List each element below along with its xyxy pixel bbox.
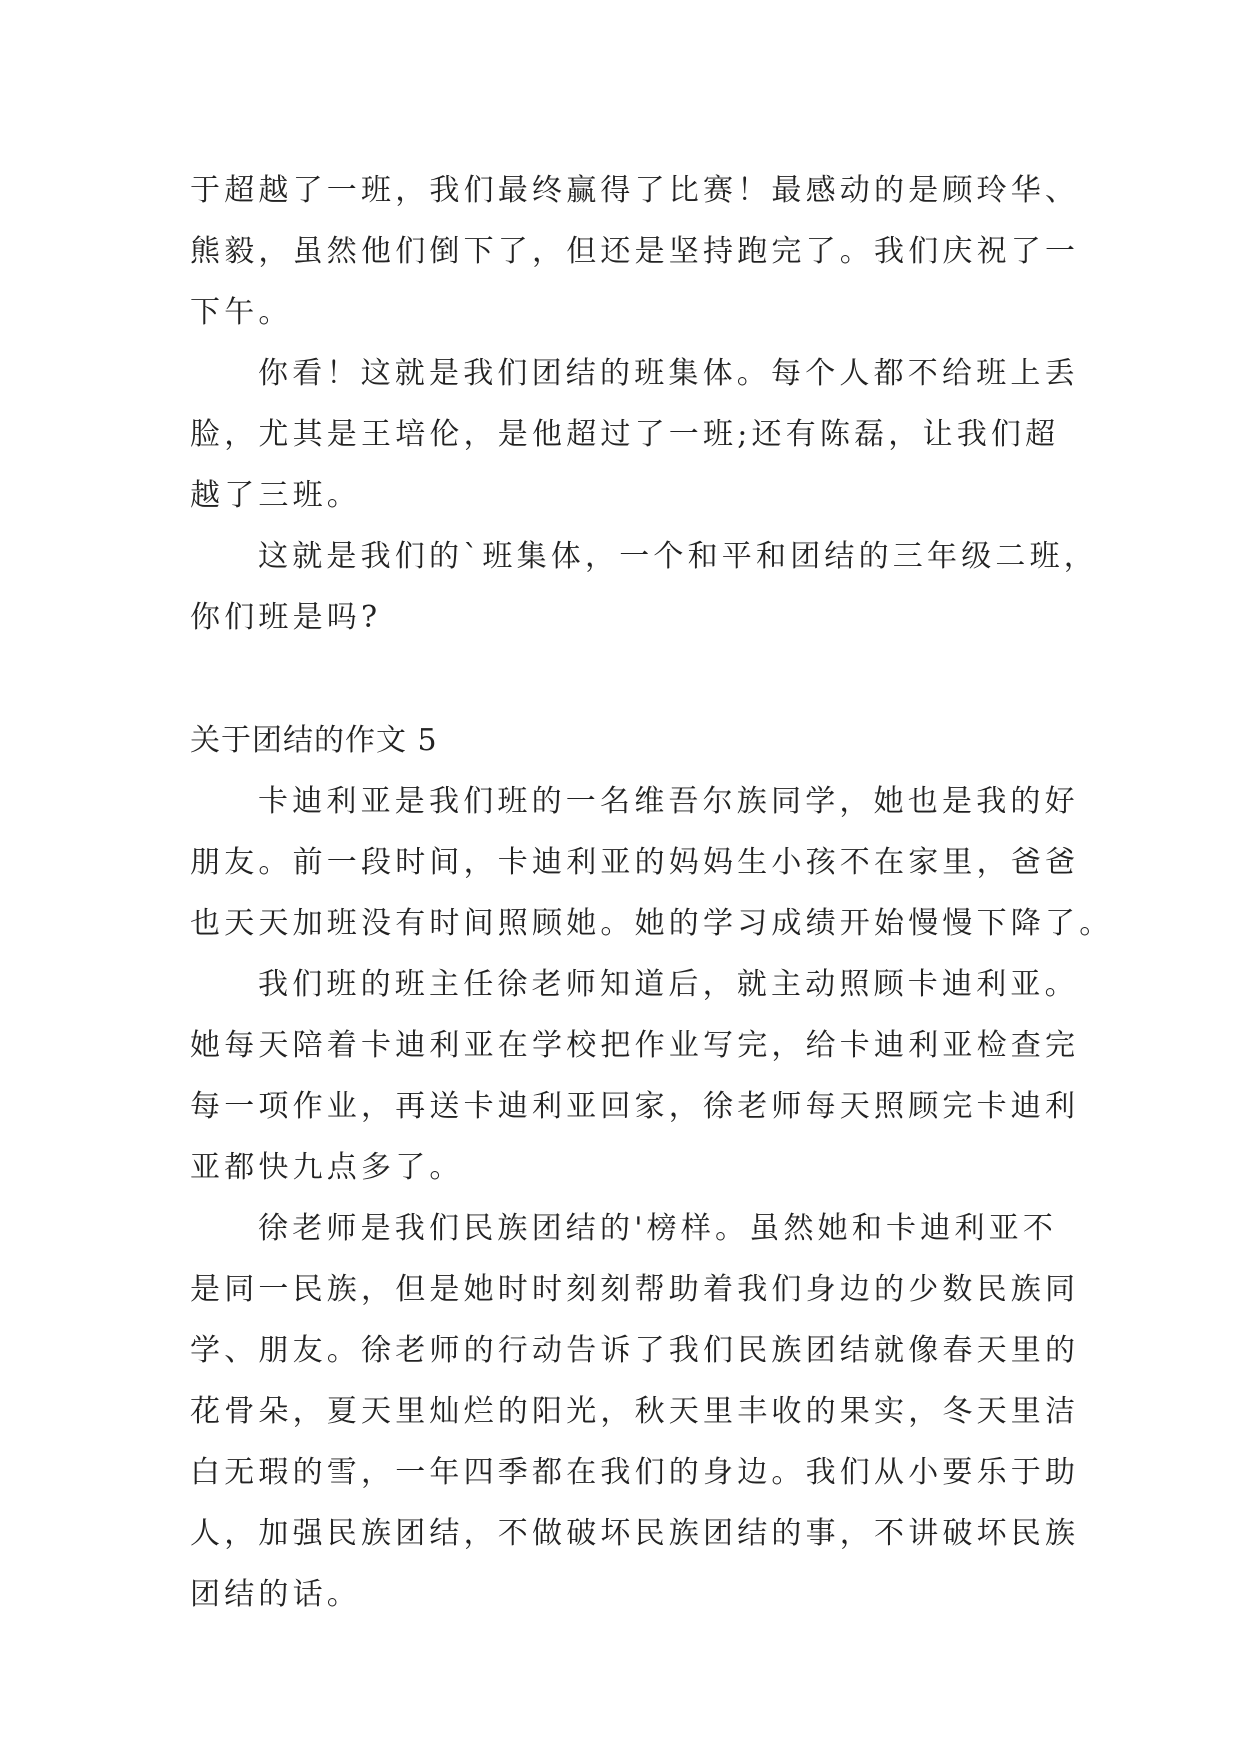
- section-title-text: 关于团结的作文 5: [190, 723, 438, 758]
- text-line: 学、朋友。徐老师的行动告诉了我们民族团结就像春天里的: [190, 1333, 1080, 1368]
- paragraph-ethnic-unity: [190, 1198, 1080, 1625]
- text-line: 熊毅，虽然他们倒下了，但还是坚持跑完了。我们庆祝了一: [190, 234, 1080, 269]
- text-line: 白无瑕的雪，一年四季都在我们的身边。我们从小要乐于助: [190, 1455, 1080, 1490]
- text-line: 脸，尤其是王培伦，是他超过了一班;还有陈磊，让我们超: [190, 417, 1060, 452]
- text-line: 也天天加班没有时间照顾她。她的学习成绩开始慢慢下降了。: [190, 906, 1114, 941]
- text-line: 你们班是吗?: [190, 600, 382, 635]
- paragraph-teacher-care: [190, 954, 1080, 1198]
- text-line: 亚都快九点多了。: [190, 1150, 464, 1185]
- text-line: 团结的话。: [190, 1577, 361, 1612]
- text-line: 你看！这就是我们团结的班集体。每个人都不给班上丢: [258, 356, 1079, 391]
- document-body: [190, 160, 1114, 1625]
- paragraph-kadiliya-intro: [190, 771, 1114, 954]
- section-title: [190, 710, 1050, 771]
- text-line: 她每天陪着卡迪利亚在学校把作业写完，给卡迪利亚检查完: [190, 1028, 1080, 1063]
- text-line: 我们班的班主任徐老师知道后，就主动照顾卡迪利亚。: [258, 967, 1079, 1002]
- text-line: 朋友。前一段时间，卡迪利亚的妈妈生小孩不在家里，爸爸: [190, 845, 1080, 880]
- text-line: 徐老师是我们民族团结的'榜样。虽然她和卡迪利亚不: [258, 1211, 1058, 1246]
- text-line: 每一项作业，再送卡迪利亚回家，徐老师每天照顾完卡迪利: [190, 1089, 1080, 1124]
- text-line: 于超越了一班，我们最终赢得了比赛！最感动的是顾玲华、: [190, 173, 1080, 208]
- paragraph-class-question: [190, 526, 1098, 648]
- text-line: 人，加强民族团结，不做破坏民族团结的事，不讲破坏民族: [190, 1516, 1080, 1551]
- text-line: 花骨朵，夏天里灿烂的阳光，秋天里丰收的果实，冬天里洁: [190, 1394, 1080, 1429]
- paragraph-race-result: [190, 160, 1080, 343]
- text-line: 是同一民族，但是她时时刻刻帮助着我们身边的少数民族同: [190, 1272, 1080, 1307]
- paragraph-united-class: [190, 343, 1079, 526]
- text-line: 越了三班。: [190, 478, 361, 513]
- text-line: 下午。: [190, 295, 293, 330]
- text-line: 卡迪利亚是我们班的一名维吾尔族同学，她也是我的好: [258, 784, 1079, 819]
- text-line: 这就是我们的`班集体，一个和平和团结的三年级二班，: [258, 539, 1098, 574]
